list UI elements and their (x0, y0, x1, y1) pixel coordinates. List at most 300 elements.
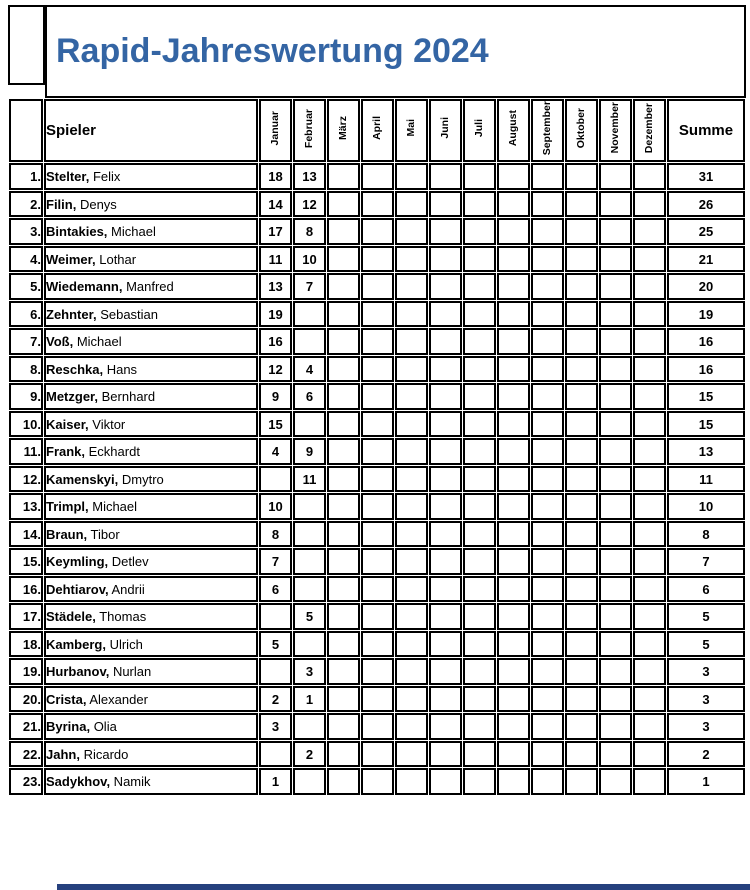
month-value-cell (565, 686, 598, 713)
table-body (9, 163, 745, 795)
month-value-cell (395, 686, 428, 713)
player-last-name: Filin, (46, 196, 77, 212)
month-value-cell (531, 246, 564, 273)
month-value-cell (633, 548, 666, 575)
month-value-cell (327, 658, 360, 685)
month-value-cell (565, 438, 598, 465)
month-value-cell (565, 548, 598, 575)
player-name-cell (44, 631, 258, 658)
rank-cell: 16. (9, 576, 43, 603)
month-value-cell (327, 713, 360, 740)
month-value-cell (531, 301, 564, 328)
player-last-name: Keymling, (46, 554, 109, 570)
month-value-cell (531, 383, 564, 410)
month-value-cell: 3 (259, 713, 292, 740)
rank-cell: 20. (9, 686, 43, 713)
month-value-cell (463, 438, 496, 465)
month-value-cell (429, 301, 462, 328)
table-row (9, 631, 745, 658)
player-name-cell (44, 521, 258, 548)
month-value-cell (599, 466, 632, 493)
month-value-cell (565, 328, 598, 355)
month-value-cell (531, 493, 564, 520)
table-row (9, 328, 745, 355)
month-value-cell (395, 383, 428, 410)
month-value-cell (327, 191, 360, 218)
month-value-cell (361, 411, 394, 438)
month-value-cell (463, 603, 496, 630)
month-value-cell (599, 273, 632, 300)
player-name-cell (44, 356, 258, 383)
month-value-cell (327, 438, 360, 465)
month-column-header (463, 99, 496, 162)
month-value-cell (565, 768, 598, 795)
month-value-cell: 1 (293, 686, 326, 713)
month-value-cell (429, 356, 462, 383)
month-value-cell (429, 466, 462, 493)
month-label: November (609, 102, 622, 154)
month-value-cell (429, 438, 462, 465)
player-first-name: Alexander (86, 691, 148, 707)
player-first-name: Olia (90, 719, 117, 735)
month-value-cell (429, 548, 462, 575)
month-value-cell (565, 383, 598, 410)
month-value-cell (429, 521, 462, 548)
month-value-cell: 4 (259, 438, 292, 465)
player-last-name: Trimpl, (46, 499, 89, 515)
rank-cell: 22. (9, 741, 43, 768)
player-first-name: Michael (107, 224, 156, 240)
player-name-cell (44, 246, 258, 273)
sum-cell: 5 (667, 631, 745, 658)
month-value-cell: 12 (293, 191, 326, 218)
month-value-cell (463, 631, 496, 658)
month-column-header (361, 99, 394, 162)
summe-column-header: Summe (667, 99, 745, 162)
month-value-cell: 11 (259, 246, 292, 273)
month-value-cell (395, 328, 428, 355)
month-value-cell (531, 521, 564, 548)
month-value-cell (293, 713, 326, 740)
player-first-name: Thomas (95, 609, 147, 625)
month-label: Juli (473, 119, 486, 138)
player-first-name: Tibor (87, 526, 120, 542)
player-name-cell (44, 301, 258, 328)
player-name-cell (44, 741, 258, 768)
month-value-cell (633, 521, 666, 548)
month-value-cell (633, 218, 666, 245)
month-value-cell (599, 603, 632, 630)
month-value-cell (361, 493, 394, 520)
month-value-cell (463, 493, 496, 520)
player-name-cell (44, 438, 258, 465)
month-value-cell (395, 218, 428, 245)
month-value-cell (633, 493, 666, 520)
month-value-cell (497, 301, 530, 328)
month-value-cell (497, 741, 530, 768)
month-column-header (531, 99, 564, 162)
month-value-cell (293, 521, 326, 548)
page-title: Rapid-Jahreswertung 2024 (56, 32, 489, 70)
player-first-name: Dmytro (118, 471, 164, 487)
month-value-cell (293, 301, 326, 328)
month-label: September (541, 101, 554, 156)
month-value-cell (429, 658, 462, 685)
month-value-cell (395, 438, 428, 465)
month-value-cell: 13 (259, 273, 292, 300)
month-value-cell (361, 301, 394, 328)
month-value-cell (497, 163, 530, 190)
month-value-cell (395, 713, 428, 740)
month-value-cell: 5 (293, 603, 326, 630)
table-row (9, 246, 745, 273)
player-name-cell (44, 768, 258, 795)
month-value-cell: 7 (259, 548, 292, 575)
month-value-cell: 3 (293, 658, 326, 685)
month-value-cell: 11 (293, 466, 326, 493)
month-value-cell (463, 273, 496, 300)
month-value-cell (429, 631, 462, 658)
month-value-cell (497, 356, 530, 383)
player-name-cell (44, 163, 258, 190)
player-name-cell (44, 548, 258, 575)
table-row (9, 191, 745, 218)
player-first-name: Lothar (95, 251, 137, 267)
month-value-cell: 7 (293, 273, 326, 300)
player-first-name: Hans (103, 361, 138, 377)
month-value-cell (327, 411, 360, 438)
rank-cell: 11. (9, 438, 43, 465)
month-column-header (293, 99, 326, 162)
month-value-cell (361, 246, 394, 273)
table-row (9, 768, 745, 795)
month-value-cell (633, 686, 666, 713)
month-label: August (507, 110, 520, 147)
month-value-cell (565, 246, 598, 273)
month-label: Januar (269, 110, 282, 146)
month-value-cell (599, 356, 632, 383)
month-value-cell (633, 356, 666, 383)
player-name-cell (44, 713, 258, 740)
month-value-cell (497, 191, 530, 218)
month-value-cell (259, 466, 292, 493)
month-value-cell (531, 466, 564, 493)
month-value-cell (531, 768, 564, 795)
player-last-name: Jahn, (46, 746, 80, 762)
month-value-cell (565, 466, 598, 493)
rank-cell: 6. (9, 301, 43, 328)
player-name-cell (44, 191, 258, 218)
month-value-cell (395, 411, 428, 438)
table-row (9, 273, 745, 300)
month-value-cell (633, 438, 666, 465)
month-value-cell (327, 246, 360, 273)
month-value-cell (463, 768, 496, 795)
player-last-name: Voß, (46, 334, 74, 350)
rank-cell: 18. (9, 631, 43, 658)
title-cell (45, 5, 746, 98)
month-value-cell (429, 741, 462, 768)
month-value-cell (497, 521, 530, 548)
table-row (9, 548, 745, 575)
rank-cell: 14. (9, 521, 43, 548)
month-value-cell (395, 273, 428, 300)
rank-cell: 17. (9, 603, 43, 630)
month-value-cell (327, 301, 360, 328)
player-first-name: Michael (73, 334, 122, 350)
bottom-edge-bar (57, 884, 750, 890)
month-value-cell (565, 576, 598, 603)
month-value-cell (599, 713, 632, 740)
month-value-cell: 10 (259, 493, 292, 520)
month-value-cell (293, 493, 326, 520)
month-value-cell (327, 521, 360, 548)
player-first-name: Eckhardt (85, 444, 140, 460)
month-value-cell (463, 548, 496, 575)
month-value-cell (565, 603, 598, 630)
player-last-name: Metzger, (46, 389, 99, 405)
table-row (9, 576, 745, 603)
month-value-cell (531, 631, 564, 658)
month-value-cell (565, 713, 598, 740)
rank-cell: 19. (9, 658, 43, 685)
player-name-cell (44, 576, 258, 603)
table-row (9, 686, 745, 713)
month-value-cell (361, 768, 394, 795)
month-value-cell (429, 686, 462, 713)
month-value-cell (395, 163, 428, 190)
month-label: Juni (439, 117, 452, 139)
month-value-cell (599, 328, 632, 355)
month-value-cell (327, 356, 360, 383)
rank-cell: 23. (9, 768, 43, 795)
month-value-cell (361, 741, 394, 768)
month-value-cell (395, 191, 428, 218)
month-value-cell (633, 631, 666, 658)
player-last-name: Wiedemann, (46, 279, 123, 295)
month-value-cell (565, 741, 598, 768)
player-first-name: Denys (76, 196, 117, 212)
player-name-cell (44, 603, 258, 630)
month-value-cell (497, 548, 530, 575)
month-value-cell (497, 713, 530, 740)
month-value-cell (327, 466, 360, 493)
month-value-cell (361, 218, 394, 245)
month-value-cell (293, 768, 326, 795)
month-value-cell (463, 466, 496, 493)
month-value-cell (633, 603, 666, 630)
month-value-cell: 19 (259, 301, 292, 328)
month-value-cell (327, 741, 360, 768)
rank-cell: 5. (9, 273, 43, 300)
month-label: März (337, 116, 350, 141)
month-value-cell (429, 273, 462, 300)
month-value-cell (531, 163, 564, 190)
month-value-cell (531, 328, 564, 355)
player-last-name: Dehtiarov, (46, 581, 109, 597)
month-value-cell (497, 438, 530, 465)
sum-cell: 26 (667, 191, 745, 218)
month-value-cell (361, 328, 394, 355)
month-value-cell (361, 383, 394, 410)
sum-cell: 31 (667, 163, 745, 190)
player-last-name: Crista, (46, 691, 87, 707)
month-value-cell (463, 301, 496, 328)
month-value-cell: 8 (293, 218, 326, 245)
month-value-cell (429, 603, 462, 630)
rank-cell: 21. (9, 713, 43, 740)
table-row (9, 603, 745, 630)
month-value-cell (633, 246, 666, 273)
sum-cell: 15 (667, 411, 745, 438)
month-value-cell (361, 713, 394, 740)
month-label: Februar (303, 108, 316, 148)
month-value-cell (463, 356, 496, 383)
month-value-cell (361, 191, 394, 218)
player-first-name: Namik (110, 774, 151, 790)
month-value-cell (395, 301, 428, 328)
month-value-cell: 14 (259, 191, 292, 218)
month-value-cell (293, 411, 326, 438)
player-name-cell (44, 686, 258, 713)
sum-cell: 19 (667, 301, 745, 328)
table-row (9, 383, 745, 410)
month-value-cell (599, 548, 632, 575)
player-first-name: Andrii (108, 581, 145, 597)
sum-cell: 16 (667, 356, 745, 383)
month-value-cell: 8 (259, 521, 292, 548)
month-value-cell (565, 301, 598, 328)
sum-cell: 21 (667, 246, 745, 273)
month-value-cell (361, 466, 394, 493)
month-value-cell (463, 328, 496, 355)
month-value-cell (633, 273, 666, 300)
month-value-cell (463, 163, 496, 190)
spieler-column-header: Spieler (44, 99, 258, 162)
month-value-cell (327, 768, 360, 795)
month-value-cell (463, 191, 496, 218)
month-value-cell (497, 328, 530, 355)
month-value-cell: 13 (293, 163, 326, 190)
month-value-cell (327, 163, 360, 190)
player-last-name: Zehnter, (46, 306, 97, 322)
sum-cell: 2 (667, 741, 745, 768)
month-value-cell (361, 273, 394, 300)
month-column-header (599, 99, 632, 162)
table-row (9, 493, 745, 520)
month-value-cell (599, 741, 632, 768)
month-value-cell (327, 328, 360, 355)
title-row-corner-cell (8, 5, 45, 85)
month-value-cell (599, 218, 632, 245)
month-value-cell (395, 576, 428, 603)
player-name-cell (44, 273, 258, 300)
rank-cell: 1. (9, 163, 43, 190)
month-value-cell (327, 631, 360, 658)
month-value-cell (429, 713, 462, 740)
month-value-cell: 6 (293, 383, 326, 410)
rank-cell: 4. (9, 246, 43, 273)
player-last-name: Reschka, (46, 361, 104, 377)
month-value-cell (395, 768, 428, 795)
month-value-cell (599, 163, 632, 190)
month-value-cell (565, 163, 598, 190)
month-value-cell: 17 (259, 218, 292, 245)
month-value-cell (531, 686, 564, 713)
month-value-cell (497, 466, 530, 493)
month-value-cell (429, 493, 462, 520)
player-first-name: Bernhard (98, 389, 156, 405)
month-value-cell: 15 (259, 411, 292, 438)
table-row (9, 741, 745, 768)
table-row (9, 356, 745, 383)
month-value-cell (531, 713, 564, 740)
sum-cell: 1 (667, 768, 745, 795)
month-value-cell (395, 631, 428, 658)
month-value-cell (497, 383, 530, 410)
month-column-header (497, 99, 530, 162)
month-value-cell (633, 741, 666, 768)
month-value-cell (259, 658, 292, 685)
month-value-cell (599, 383, 632, 410)
month-value-cell: 2 (259, 686, 292, 713)
player-first-name: Nurlan (109, 664, 152, 680)
month-value-cell (565, 191, 598, 218)
month-value-cell (463, 383, 496, 410)
month-value-cell (633, 301, 666, 328)
month-value-cell (395, 246, 428, 273)
month-value-cell (429, 768, 462, 795)
month-value-cell (361, 576, 394, 603)
month-value-cell (497, 411, 530, 438)
sum-cell: 25 (667, 218, 745, 245)
month-value-cell (633, 163, 666, 190)
month-value-cell (599, 658, 632, 685)
month-value-cell (633, 713, 666, 740)
month-value-cell (429, 246, 462, 273)
month-column-header (429, 99, 462, 162)
player-first-name: Viktor (88, 416, 126, 432)
table-row (9, 301, 745, 328)
player-last-name: Stelter, (46, 169, 90, 185)
month-value-cell (565, 411, 598, 438)
sum-cell: 11 (667, 466, 745, 493)
month-value-cell (565, 521, 598, 548)
rank-cell: 10. (9, 411, 43, 438)
month-value-cell (429, 163, 462, 190)
month-value-cell: 5 (259, 631, 292, 658)
month-value-cell (599, 686, 632, 713)
month-value-cell (429, 191, 462, 218)
month-value-cell (361, 548, 394, 575)
player-name-cell (44, 411, 258, 438)
month-value-cell (531, 191, 564, 218)
month-value-cell (497, 246, 530, 273)
month-value-cell (463, 411, 496, 438)
player-last-name: Städele, (46, 609, 96, 625)
player-name-cell (44, 493, 258, 520)
month-value-cell (361, 521, 394, 548)
month-value-cell (361, 658, 394, 685)
month-value-cell (497, 658, 530, 685)
table-row (9, 218, 745, 245)
month-column-header (633, 99, 666, 162)
month-value-cell (395, 521, 428, 548)
rank-cell: 2. (9, 191, 43, 218)
month-column-header (259, 99, 292, 162)
month-value-cell (361, 631, 394, 658)
table-row (9, 438, 745, 465)
